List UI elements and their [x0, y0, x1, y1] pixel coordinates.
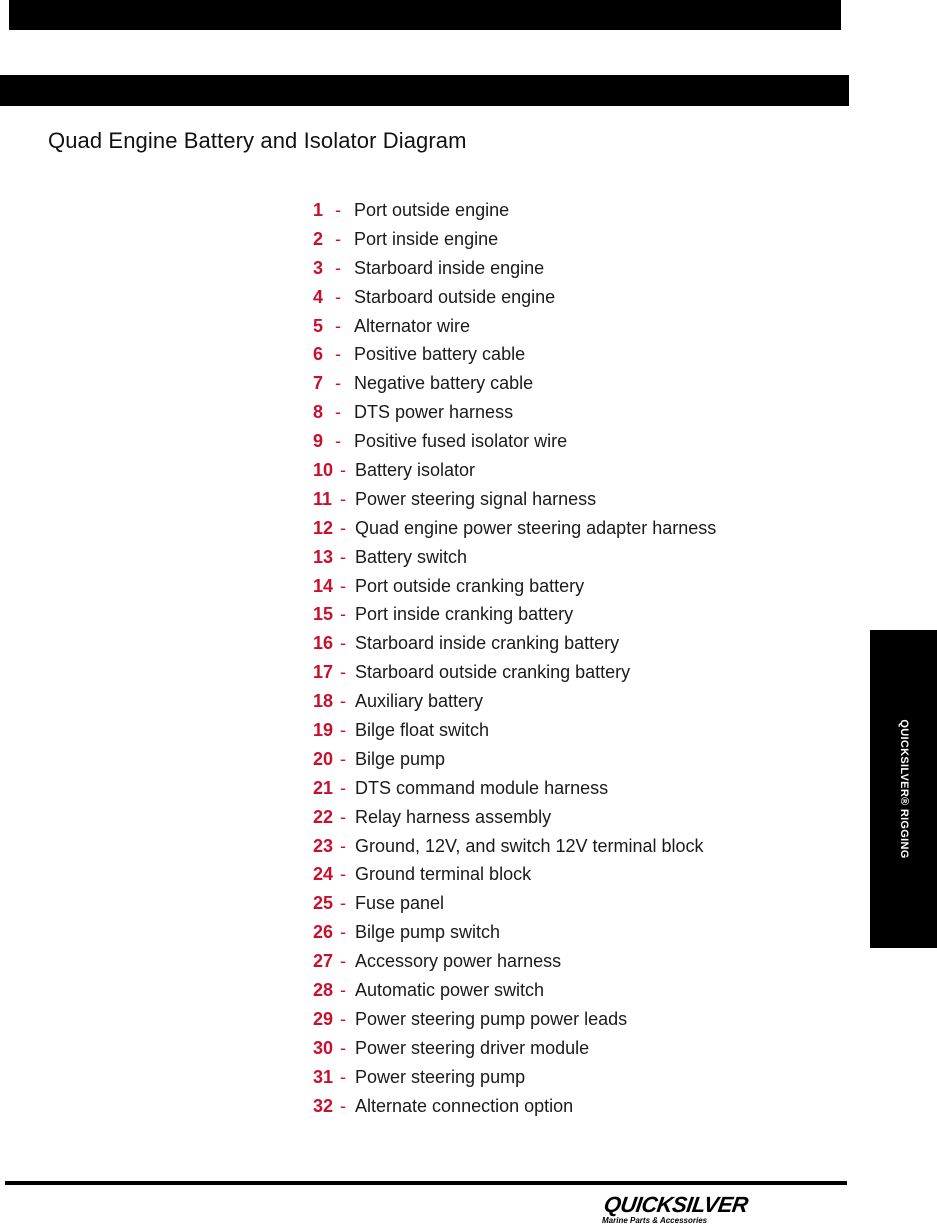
- side-tab-label: QUICKSILVER® RIGGING: [897, 719, 910, 859]
- legend-item: [313, 658, 716, 687]
- legend-item: [313, 196, 716, 225]
- legend-item-separator: -: [340, 951, 346, 972]
- legend-item-label: DTS command module harness: [355, 777, 609, 798]
- legend-item-label: Bilge pump: [355, 748, 446, 769]
- legend-item-label: DTS power harness: [354, 402, 514, 423]
- legend-item-number: 6: [313, 344, 324, 365]
- legend-item-label: Battery isolator: [355, 460, 476, 481]
- legend-item-number: 3: [313, 257, 324, 278]
- legend-item-number: 29: [313, 1008, 334, 1029]
- legend-item-number: 16: [313, 633, 334, 654]
- legend-item: [313, 254, 716, 283]
- legend-item-separator: -: [340, 980, 346, 1001]
- legend-item-number: 7: [313, 373, 324, 394]
- legend-item-label: Negative battery cable: [354, 373, 534, 394]
- legend-item-separator: -: [340, 922, 346, 943]
- legend-item-number: 15: [313, 604, 334, 625]
- legend-item-separator: -: [340, 835, 346, 856]
- legend-item-separator: -: [335, 228, 341, 249]
- legend-item-number: 17: [313, 662, 334, 683]
- legend-item-label: Ground terminal block: [355, 864, 532, 885]
- legend-item: [313, 889, 716, 918]
- legend-item-number: 32: [313, 1095, 334, 1116]
- legend-item-separator: -: [335, 402, 341, 423]
- brand-name: QUICKSILVER: [602, 1192, 750, 1217]
- legend-item-label: Port outside cranking battery: [355, 575, 585, 596]
- legend-item-number: 4: [313, 286, 324, 307]
- legend-item-label: Port outside engine: [354, 200, 510, 220]
- legend-item: [313, 600, 716, 629]
- legend-item: [313, 803, 716, 832]
- parts-legend: [313, 196, 716, 1121]
- legend-item-separator: -: [335, 200, 341, 220]
- legend-item-separator: -: [335, 257, 341, 278]
- legend-item-label: Port inside engine: [354, 228, 499, 249]
- legend-item-separator: -: [340, 546, 346, 567]
- legend-item-label: Starboard outside engine: [354, 286, 556, 307]
- legend-item-number: 30: [313, 1037, 334, 1058]
- legend-item: [313, 1092, 716, 1121]
- legend-item-label: Alternate connection option: [355, 1095, 574, 1116]
- legend-item-label: Relay harness assembly: [355, 806, 552, 827]
- legend-item-number: 14: [313, 575, 334, 596]
- legend-item: [313, 918, 716, 947]
- side-tab: [870, 630, 937, 948]
- legend-item-label: Power steering pump: [355, 1066, 526, 1087]
- legend-item: [313, 1005, 716, 1034]
- legend-item-label: Starboard inside engine: [354, 257, 545, 278]
- legend-item: [313, 832, 716, 861]
- legend-item-separator: -: [335, 315, 341, 336]
- brand-tagline: Marine Parts & Accessories: [602, 1216, 708, 1225]
- legend-item-number: 26: [313, 922, 334, 943]
- legend-item: [313, 1034, 716, 1063]
- legend-item: [313, 947, 716, 976]
- legend-item-label: Alternator wire: [354, 315, 471, 336]
- legend-item: [313, 225, 716, 254]
- legend-item-label: Positive battery cable: [354, 344, 526, 365]
- legend-item-label: Starboard outside cranking battery: [355, 662, 631, 683]
- legend-item: [313, 312, 716, 341]
- legend-item: [313, 369, 716, 398]
- legend-item-label: Auxiliary battery: [355, 691, 484, 712]
- legend-item-label: Bilge pump switch: [355, 922, 501, 943]
- legend-item-number: 5: [313, 315, 324, 336]
- legend-item-separator: -: [340, 1037, 346, 1058]
- legend-item-number: 22: [313, 806, 334, 827]
- legend-item-number: 20: [313, 748, 334, 769]
- legend-item: [313, 340, 716, 369]
- legend-item-separator: -: [335, 344, 341, 365]
- legend-item-label: Fuse panel: [355, 893, 445, 914]
- legend-item-separator: -: [340, 720, 346, 741]
- legend-item-number: 11: [313, 488, 333, 509]
- legend-item: [313, 427, 716, 456]
- legend-item-number: 2: [313, 228, 324, 249]
- legend-item: [313, 860, 716, 889]
- legend-item-label: Power steering pump power leads: [355, 1008, 628, 1029]
- legend-item-separator: -: [340, 575, 346, 596]
- legend-item-separator: -: [340, 488, 346, 509]
- legend-item: [313, 687, 716, 716]
- legend-item-separator: -: [340, 662, 346, 683]
- legend-item-separator: -: [340, 460, 346, 481]
- legend-item-label: Accessory power harness: [355, 951, 562, 972]
- legend-item-separator: -: [340, 777, 346, 798]
- legend-item: [313, 745, 716, 774]
- legend-item-number: 19: [313, 720, 334, 741]
- legend-item-label: Bilge float switch: [355, 720, 490, 741]
- legend-item-separator: -: [340, 893, 346, 914]
- legend-item: [313, 976, 716, 1005]
- legend-item-separator: -: [340, 1066, 346, 1087]
- legend-item-separator: -: [340, 633, 346, 654]
- legend-item-label: Power steering signal harness: [355, 488, 597, 509]
- legend-item: [313, 716, 716, 745]
- legend-item: [313, 1063, 716, 1092]
- legend-item-separator: -: [340, 1095, 346, 1116]
- legend-item-label: Starboard inside cranking battery: [355, 633, 620, 654]
- legend-item: [313, 774, 716, 803]
- legend-item-number: 9: [313, 431, 324, 452]
- legend-item-number: 23: [313, 835, 334, 856]
- legend-item-number: 24: [313, 864, 334, 885]
- legend-item-label: Port inside cranking battery: [355, 604, 574, 625]
- legend-item-number: 1: [313, 200, 324, 220]
- legend-item-separator: -: [340, 604, 346, 625]
- legend-item-separator: -: [335, 431, 341, 452]
- legend-item-number: 27: [313, 951, 334, 972]
- quicksilver-logo: [600, 1192, 770, 1228]
- legend-item-separator: -: [340, 748, 346, 769]
- legend-item: [313, 572, 716, 601]
- legend-item-number: 31: [313, 1066, 334, 1087]
- legend-item-separator: -: [340, 517, 346, 538]
- legend-item-separator: -: [340, 1008, 346, 1029]
- legend-item-label: Ground, 12V, and switch 12V terminal block: [355, 835, 704, 856]
- legend-item: [313, 543, 716, 572]
- footer-rule: [5, 1181, 847, 1185]
- legend-item-separator: -: [335, 286, 341, 307]
- legend-item-label: Automatic power switch: [355, 980, 545, 1001]
- legend-item-number: 13: [313, 546, 334, 567]
- legend-item-separator: -: [340, 691, 346, 712]
- legend-item-number: 12: [313, 517, 334, 538]
- section-bar: [0, 75, 849, 106]
- legend-item-label: Positive fused isolator wire: [354, 431, 568, 452]
- legend-item-number: 8: [313, 402, 324, 423]
- legend-item-number: 21: [313, 777, 334, 798]
- legend-item-separator: -: [340, 806, 346, 827]
- legend-item-number: 10: [313, 460, 334, 481]
- legend-item: [313, 456, 716, 485]
- legend-item-separator: -: [335, 373, 341, 394]
- legend-item: [313, 514, 716, 543]
- legend-item: [313, 398, 716, 427]
- header-bar: [9, 0, 841, 30]
- legend-item-number: 18: [313, 691, 334, 712]
- legend-item-label: Quad engine power steering adapter harness: [355, 517, 717, 538]
- legend-item-label: Power steering driver module: [355, 1037, 590, 1058]
- legend-item-number: 28: [313, 980, 334, 1001]
- legend-item: [313, 283, 716, 312]
- legend-item: [313, 485, 716, 514]
- legend-item-separator: -: [340, 864, 346, 885]
- legend-item-label: Battery switch: [355, 546, 468, 567]
- legend-item: [313, 629, 716, 658]
- page-title: Quad Engine Battery and Isolator Diagram: [48, 128, 467, 153]
- legend-item-number: 25: [313, 893, 334, 914]
